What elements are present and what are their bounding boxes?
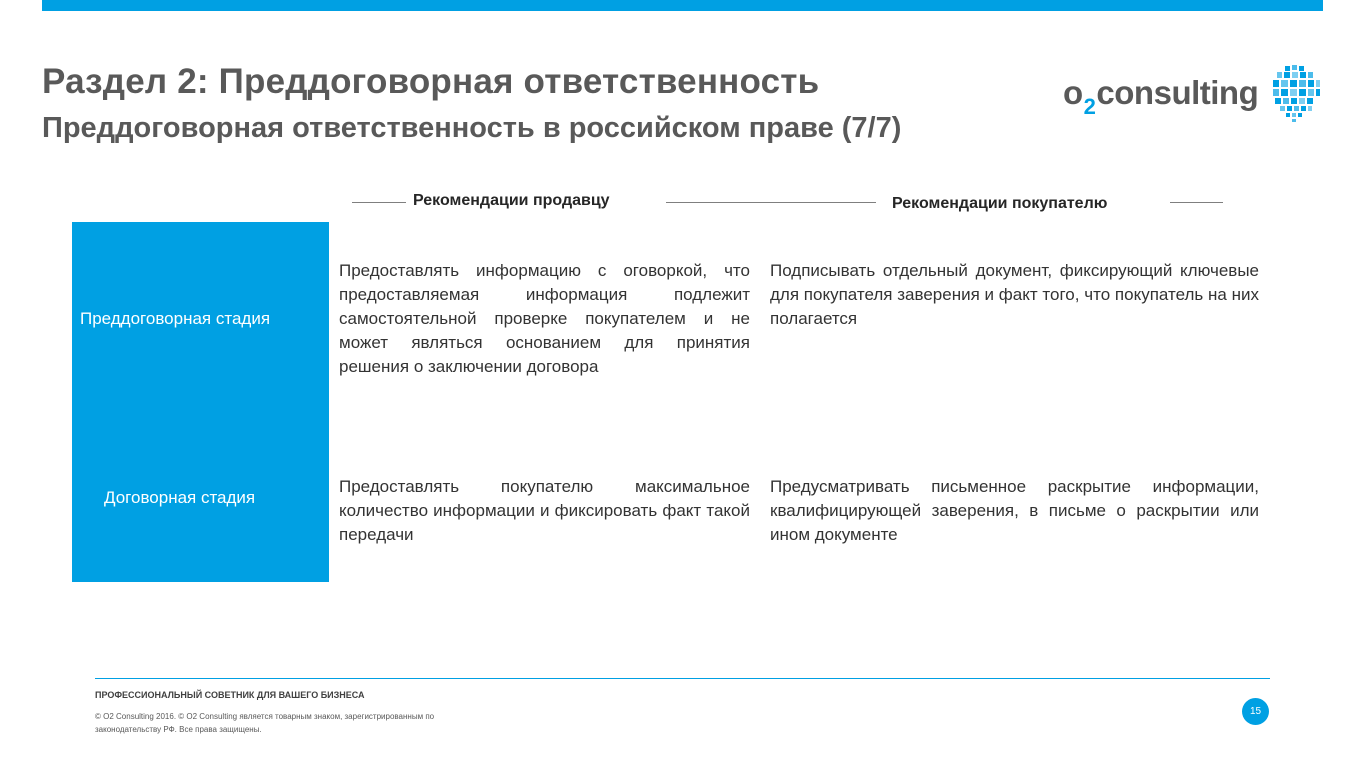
buyer-column-header: Рекомендации покупателю xyxy=(892,195,1108,212)
buyer-header-rule-right xyxy=(1170,202,1223,203)
footer-copyright: © O2 Consulting 2016. © O2 Consulting является товарным знаком, зарегистрированным по законодательству РФ. Все права защищены. xyxy=(95,712,435,734)
footer-divider xyxy=(95,678,1270,679)
globe-grid-logo-icon xyxy=(1271,64,1321,124)
top-accent-bar xyxy=(42,0,1323,11)
contract-seller-recommendation: Предоставлять покупателю максимальное количество информации и фиксировать факт такой передачи xyxy=(339,477,750,544)
page-title: Раздел 2: Преддоговорная ответственность xyxy=(42,62,820,101)
seller-column-header: Рекомендации продавцу xyxy=(413,192,610,209)
page-subtitle: Преддоговорная ответственность в российском праве (7/7) xyxy=(42,112,902,144)
seller-header-rule-left xyxy=(352,202,406,203)
stage-column xyxy=(72,222,329,582)
precontract-seller-recommendation: Предоставлять информацию с оговоркой, что предоставляемая информация подлежит самостоятельной проверке покупателем и не может являться основанием для принятия решения о заключении договора xyxy=(339,261,750,376)
page-number-badge: 15 xyxy=(1242,698,1269,725)
company-logo xyxy=(1063,74,1259,119)
contract-buyer-recommendation: Предусматривать письменное раскрытие информации, квалифицирующей заверения, в письме о раскрытии или ином документе xyxy=(770,477,1259,544)
logo-prefix: o xyxy=(1063,74,1083,111)
logo-subscript: 2 xyxy=(1083,94,1096,119)
precontract-buyer-recommendation: Подписывать отдельный документ, фиксирующий ключевые для покупателя заверения и факт того, что покупатель на них полагается xyxy=(770,261,1259,328)
footer-tagline: ПРОФЕССИОНАЛЬНЫЙ СОВЕТНИК ДЛЯ ВАШЕГО БИЗНЕСА xyxy=(95,690,365,700)
logo-suffix: consulting xyxy=(1096,74,1259,111)
stage-label-contract: Договорная стадия xyxy=(104,488,256,507)
stage-label-precontract: Преддоговорная стадия xyxy=(80,309,271,328)
seller-header-rule-right xyxy=(666,202,876,203)
